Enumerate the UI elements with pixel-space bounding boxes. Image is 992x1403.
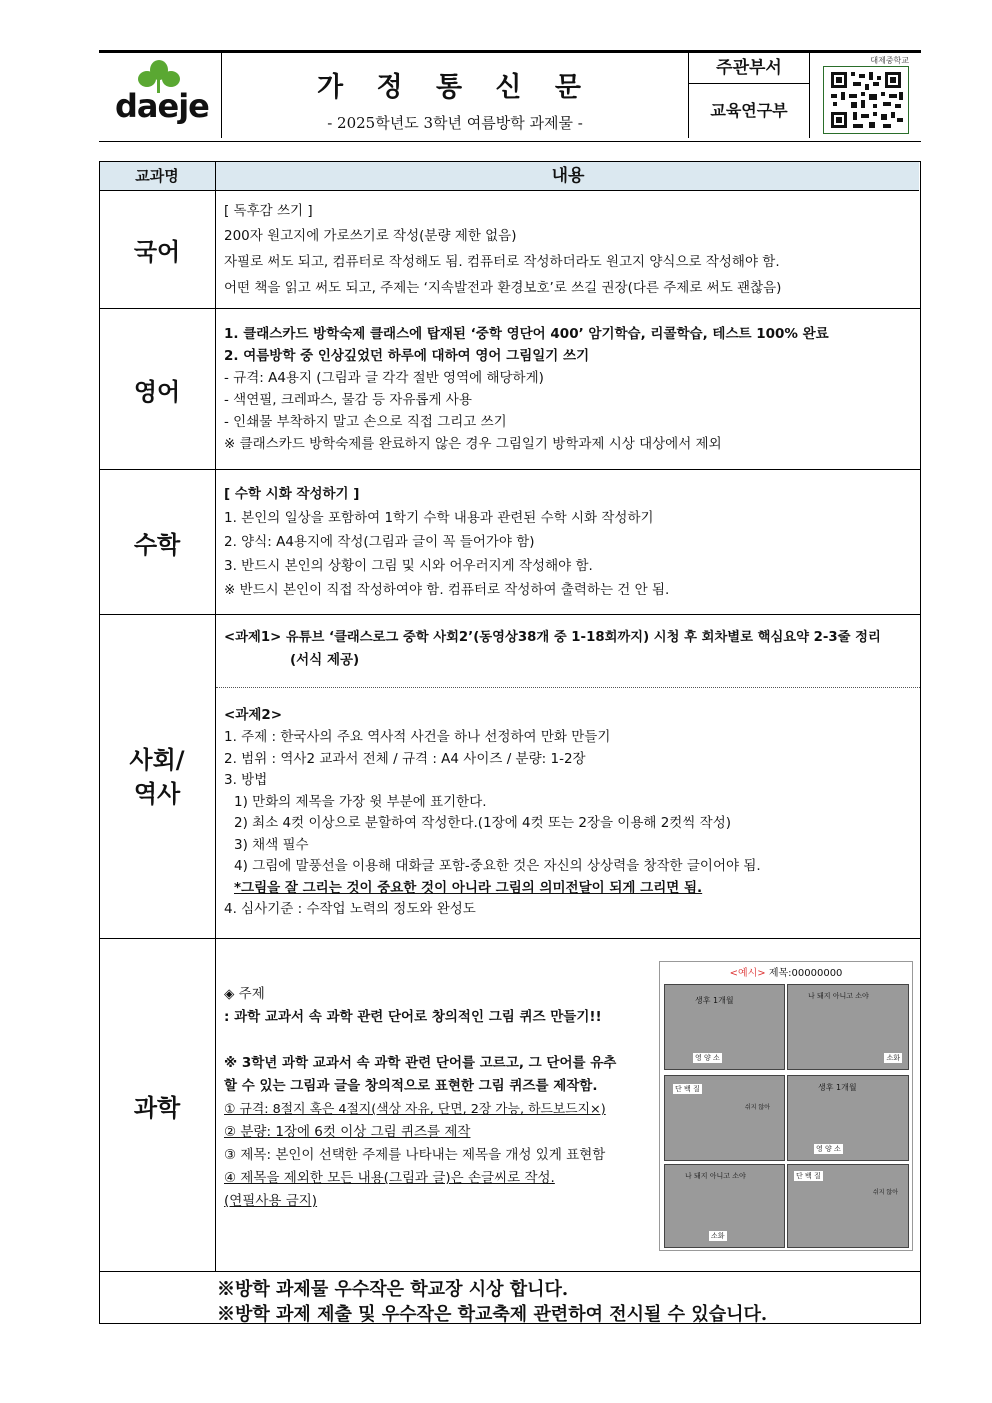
science-line: ① 규격: 8절지 혹은 4절지(색상 자유, 단면, 2장 가능, 하드보드지×) [224,1102,606,1117]
panel-label: 소화 [711,1232,725,1240]
subject-social-line2: 역사 [133,779,181,808]
header-content: 내용 [551,166,585,186]
math-line: 1. 본인의 일상을 포함하여 1학기 수학 내용과 관련된 수학 시화 작성하기 [224,510,654,526]
science-line: ◈ 주제 [224,986,265,1002]
subject-korean: 국어 [133,238,181,266]
science-content [224,983,644,1213]
panel-label: 나 돼지 아니고 소야 [685,1172,746,1180]
subject-science: 과학 [133,1093,181,1122]
science-example-image [659,961,913,1251]
department-block [689,53,810,138]
example-panel [664,1164,785,1248]
science-line: : 과학 교과서 속 과학 관련 단어로 창의적인 그림 퀴즈 만들기!! [224,1009,602,1025]
korean-line: 200자 원고지에 가로쓰기로 작성(분량 제한 없음) [224,228,517,244]
example-panel [787,1075,909,1161]
science-line: 할 수 있는 그림과 글을 창의적으로 표현한 그림 퀴즈를 제작함. [224,1078,598,1094]
math-content [224,482,914,602]
subject-social-line1: 사회/ [129,745,185,774]
science-line: ② 분량: 1장에 6컷 이상 그림 퀴즈를 제작 [224,1124,471,1140]
qr-caption: 대제중학교 [870,56,909,65]
science-line: ※ 3학년 과학 교과서 속 과학 관련 단어를 고르고, 그 단어를 유추 [224,1055,617,1071]
row-divider [99,614,921,615]
example-panel [664,1075,785,1161]
social-task2 [224,704,914,921]
math-line: 2. 양식: A4용지에 작성(그림과 글이 꼭 들어가야 함) [224,534,535,550]
column-divider [215,161,216,1271]
page-subtitle: - 2025학년도 3학년 여름방학 과제물 - [327,114,583,132]
subject-math: 수학 [133,530,181,559]
panel-label: 나 돼지 아니고 소야 [808,992,869,1000]
english-line: 2. 여름방학 중 인상깊었던 하루에 대하여 영어 그림일기 쓰기 [224,348,590,364]
header-subject: 교과명 [135,167,179,185]
footer-line: ※방학 과제 제출 및 우수작은 학교축제 관련하여 전시될 수 있습니다. [217,1304,768,1325]
korean-line: 자필로 써도 되고, 컴퓨터로 작성해도 됨. 컴퓨터로 작성하더라도 원고지 양식으로 작성해야 함. [224,254,780,270]
example-panel [664,984,785,1070]
task2-line: *그림을 잘 그리는 것이 중요한 것이 아니라 그림의 의미전달이 되게 그리면 됨. [234,879,703,896]
example-panel [787,1164,909,1248]
science-line: ③ 제목: 본인이 선택한 주제를 나타내는 제목을 개성 있게 표현함 [224,1147,606,1163]
panel-label: 쉬지 않아 [744,1104,770,1111]
task2-line: 1) 만화의 제목을 가장 윗 부분에 표기한다. [234,793,487,810]
panel-label: 소화 [886,1054,900,1062]
english-content [224,323,914,455]
example-tag: <예시> [729,968,766,979]
english-line: - 인쇄물 부착하지 말고 손으로 직접 그리고 쓰기 [224,414,507,430]
panel-label: 영 양 소 [816,1145,841,1153]
footer-line: ※방학 과제물 우수작은 학교장 시상 합니다. [217,1279,569,1300]
task2-line: 2) 최소 4컷 이상으로 분할하여 작성한다.(1장에 4컷 또는 2장을 이용해 2컷씩 작성) [234,815,732,831]
panel-label: 단 백 질 [796,1172,821,1180]
task2-line: 3. 방법 [224,772,268,788]
subject-social-history [99,615,215,938]
english-line: 1. 클래스카드 방학숙제 클래스에 탑재된 ‘중학 영단어 400’ 암기학습, 리콜학습, 테스트 100% 완료 [224,326,829,342]
math-line: [ 수학 시화 작성하기 ] [224,486,360,502]
panel-label: 영 양 소 [695,1054,720,1062]
panel-label: 생후 1개월 [695,996,734,1005]
korean-line: 어떤 책을 읽고 써도 되고, 주제는 ‘지속발전과 환경보호’로 쓰길 권장(다른 주제로 써도 괜찮음) [224,280,782,296]
dotted-divider [216,687,920,688]
department-name: 교육연구부 [710,101,788,120]
example-caption [660,964,912,979]
science-line: ④ 제목을 제외한 모든 내용(그림과 글)은 손글씨로 작성. [224,1170,555,1186]
english-line: - 색연필, 크레파스, 물감 등 자유롭게 사용 [224,392,472,408]
example-panel [787,984,909,1070]
english-line: - 규격: A4용지 (그림과 글 각각 절반 영역에 해당하게) [224,370,544,386]
math-line: ※ 반드시 본인이 직접 작성하여야 함. 컴퓨터로 작성하여 출력하는 건 안 됨. [224,582,670,598]
task2-line: 4) 그림에 말풍선을 이용해 대화글 포함-중요한 것은 자신의 상상력을 창작한 글이어야 됨. [234,858,761,874]
korean-line: [ 독후감 쓰기 ] [224,203,313,219]
row-divider [99,308,921,309]
task2-line: <과제2> [224,707,283,723]
qr-code[interactable] [823,56,909,134]
science-line: (연필사용 금지) [224,1193,318,1209]
task2-line: 3) 채색 필수 [234,836,309,853]
panel-label: 단 백 질 [675,1085,700,1093]
task1-line: (서식 제공) [290,652,360,668]
science-line [224,1029,644,1052]
subject-english: 영어 [133,377,181,406]
title-block [222,53,689,138]
task1-line: <과제1> 유튜브 ‘클래스로그 중학 사회2’(동영상38개 중 1-18회까지) 시청 후 회차별로 핵심요약 2-3줄 정리 [224,630,881,645]
task2-line: 1. 주제 : 한국사의 주요 역사적 사건을 하나 선정하여 만화 만들기 [224,729,611,745]
row-divider [99,469,921,470]
row-divider [99,938,921,939]
footer-notice [99,1271,921,1325]
math-line: 3. 반드시 본인의 상황이 그림 및 시와 어우러지게 작성해야 함. [224,558,593,574]
page-title: 가 정 통 신 문 [316,72,593,103]
panel-label: 쉬지 않아 [872,1189,898,1196]
task2-line: 4. 심사기준 : 수작업 노력의 정도와 완성도 [224,901,476,917]
example-title: 제목:00000000 [768,968,843,979]
logo-wordmark: daeje [115,87,209,125]
task2-line: 2. 범위 : 역사2 교과서 전체 / 규격 : A4 사이즈 / 분량: 1-2장 [224,750,586,767]
social-task1 [224,627,914,671]
panel-label: 생후 1개월 [818,1083,857,1092]
school-logo [99,53,222,138]
department-label: 주관부서 [689,53,809,84]
english-line: ※ 클래스카드 방학숙제를 완료하지 않은 경우 그림일기 방학과제 시상 대상에서 제외 [224,436,722,452]
korean-content [224,199,914,301]
qr-code-icon [823,66,909,134]
